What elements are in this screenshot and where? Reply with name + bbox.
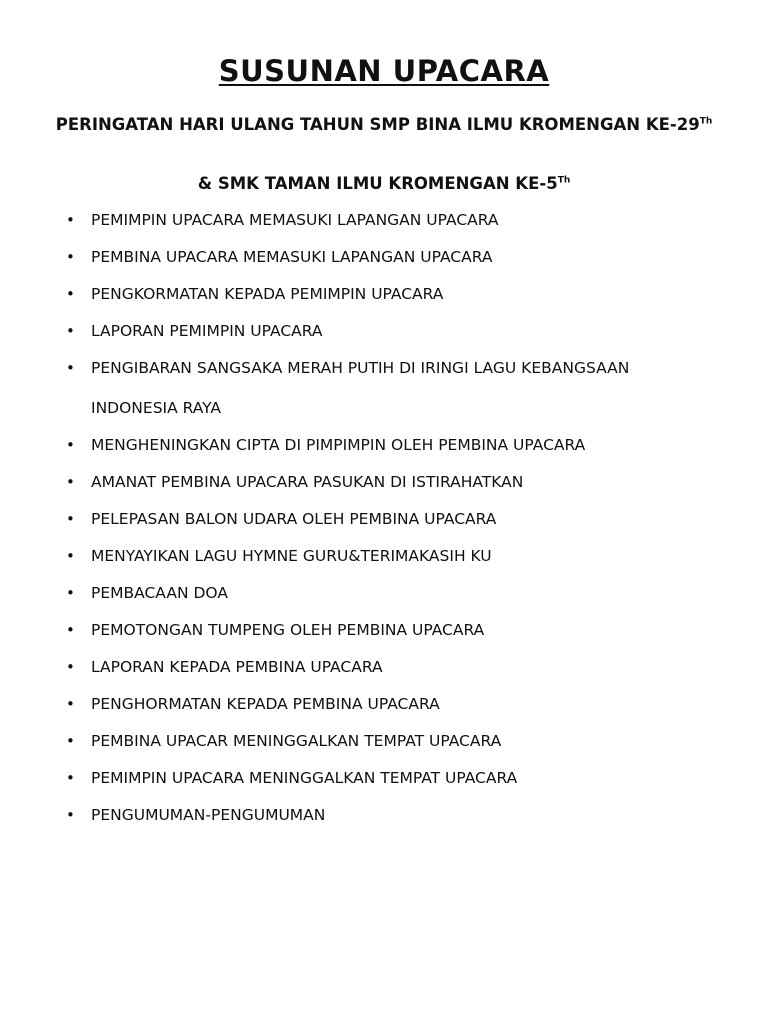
- bullet-icon: •: [66, 322, 75, 340]
- bullet-icon: •: [66, 510, 75, 528]
- list-item-text: PENGIBARAN SANGSAKA MERAH PUTIH DI IRINGI LAGU KEBANGSAAN: [91, 359, 630, 377]
- bullet-icon: •: [66, 732, 75, 750]
- bullet-icon: •: [66, 658, 75, 676]
- list-item-text: PEMOTONGAN TUMPENG OLEH PEMBINA UPACARA: [91, 621, 485, 639]
- list-item-text: PENGKORMATAN KEPADA PEMIMPIN UPACARA: [91, 285, 444, 303]
- bullet-icon: •: [66, 359, 75, 377]
- subtitle-line-2: [40, 172, 728, 196]
- subtitle-line-1-superscript: Th: [699, 116, 713, 127]
- list-item-text: LAPORAN KEPADA PEMBINA UPACARA: [91, 658, 383, 676]
- list-item: [66, 472, 746, 492]
- list-item-text: PEMBINA UPACAR MENINGGALKAN TEMPAT UPACARA: [91, 732, 502, 750]
- list-item-text: LAPORAN PEMIMPIN UPACARA: [91, 322, 323, 340]
- list-item-text: PEMIMPIN UPACARA MENINGGALKAN TEMPAT UPACARA: [91, 769, 518, 787]
- list-item-text: PEMIMPIN UPACARA MEMASUKI LAPANGAN UPACARA: [91, 211, 499, 229]
- bullet-icon: •: [66, 473, 75, 491]
- bullet-icon: •: [66, 695, 75, 713]
- bullet-icon: •: [66, 584, 75, 602]
- bullet-icon: •: [66, 248, 75, 266]
- list-item: [66, 358, 746, 418]
- subtitle-line-2-superscript: Th: [557, 175, 571, 186]
- list-item-text: MENYAYIKAN LAGU HYMNE GURU&TERIMAKASIH KU: [91, 547, 492, 565]
- subtitle-line-1: [40, 113, 728, 137]
- bullet-icon: •: [66, 436, 75, 454]
- list-item: [66, 284, 746, 304]
- list-item: [66, 768, 746, 788]
- bullet-icon: •: [66, 285, 75, 303]
- list-item-text: MENGHENINGKAN CIPTA DI PIMPIMPIN OLEH PEMBINA UPACARA: [91, 436, 586, 454]
- list-item: [66, 546, 746, 566]
- list-item: [66, 583, 746, 603]
- list-item: [66, 321, 746, 341]
- bullet-icon: •: [66, 621, 75, 639]
- list-item: [66, 805, 746, 825]
- bullet-icon: •: [66, 769, 75, 787]
- list-item-text: PEMBACAAN DOA: [91, 584, 228, 602]
- list-item-text: AMANAT PEMBINA UPACARA PASUKAN DI ISTIRAHATKAN: [91, 473, 524, 491]
- list-item-text: PENGUMUMAN-PENGUMUMAN: [91, 806, 326, 824]
- bullet-icon: •: [66, 547, 75, 565]
- list-item: [66, 509, 746, 529]
- list-item: [66, 657, 746, 677]
- list-item: [66, 620, 746, 640]
- list-item: [66, 247, 746, 267]
- list-item-text: PENGHORMATAN KEPADA PEMBINA UPACARA: [91, 695, 440, 713]
- bullet-icon: •: [66, 211, 75, 229]
- subtitle-line-2-text: & SMK TAMAN ILMU KROMENGAN KE-5: [197, 174, 558, 193]
- list-item-text: PEMBINA UPACARA MEMASUKI LAPANGAN UPACARA: [91, 248, 493, 266]
- agenda-list: [66, 210, 746, 842]
- bullet-icon: •: [66, 806, 75, 824]
- list-item: [66, 694, 746, 714]
- subtitle-line-1-text: PERINGATAN HARI ULANG TAHUN SMP BINA ILMU KROMENGAN KE-29: [55, 115, 700, 134]
- list-item: [66, 210, 746, 230]
- page-title: SUSUNAN UPACARA: [218, 54, 550, 88]
- list-item: [66, 731, 746, 751]
- list-item-text: PELEPASAN BALON UDARA OLEH PEMBINA UPACARA: [91, 510, 497, 528]
- list-item: [66, 435, 746, 455]
- list-item-continuation: INDONESIA RAYA: [91, 399, 222, 417]
